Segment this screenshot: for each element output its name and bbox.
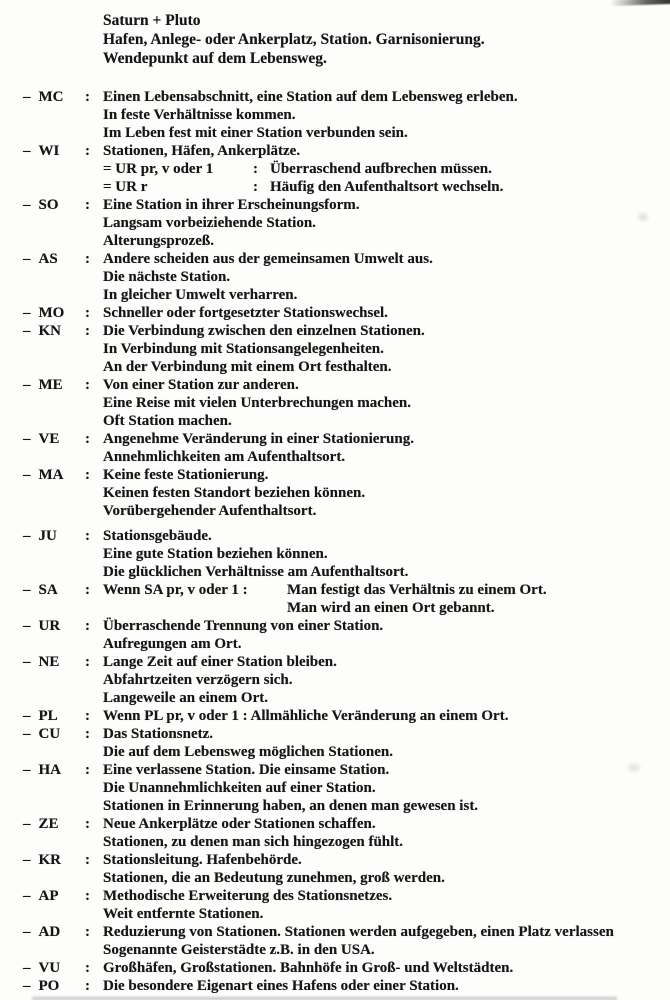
scan-speck <box>638 213 648 221</box>
header-keywords-line: Hafen, Anlege- oder Ankerplatz, Station. Garnisonierung. <box>103 31 485 48</box>
scan-speck <box>628 763 640 772</box>
condition-result-text: Häufig den Aufenthaltsort wechseln. <box>270 179 504 195</box>
entry-lines <box>103 466 670 520</box>
entry-line: Schneller oder fortgesetzter Stationswechsel. <box>103 305 388 321</box>
entry-line: Eine gute Station beziehen können. <box>103 546 328 562</box>
entry-line: Alterungsprozeß. <box>103 233 214 249</box>
entry-label: MA <box>38 467 64 483</box>
entry-lines <box>103 88 670 142</box>
entry-dash: – <box>23 431 31 447</box>
entry-line: An der Verbindung mit einem Ort festhalten. <box>103 359 392 375</box>
entry-line: Angenehme Veränderung in einer Stationierung. <box>103 431 414 447</box>
entry-line: Das Stationsnetz. <box>103 726 214 742</box>
entry-line: Annehmlichkeiten am Aufenthaltsort. <box>103 449 346 465</box>
entry-line: Stationen, Häfen, Ankerplätze. <box>103 143 301 159</box>
entry-key <box>23 959 85 977</box>
entry-colon: : <box>85 816 90 832</box>
entry-colon: : <box>85 924 90 940</box>
entry-key <box>23 761 85 779</box>
entry-line: Wenn PL pr, v oder 1 : Allmähliche Veränderung an einem Ort. <box>103 708 509 724</box>
entry-label: MO <box>38 305 65 321</box>
entry-line: Aufregungen am Ort. <box>103 636 242 652</box>
entry-colon: : <box>85 431 90 447</box>
entry-label: ME <box>38 377 63 393</box>
entry-lines <box>103 761 670 815</box>
entry-key <box>23 887 85 905</box>
scan-smudge-top-right <box>610 0 670 6</box>
entry-dash: – <box>23 143 31 159</box>
entry-label: PL <box>38 708 58 724</box>
entry-label: AS <box>38 251 58 267</box>
entry-cu <box>0 725 670 761</box>
entry-lines <box>103 322 670 376</box>
entry-line: Andere scheiden aus der gemeinsamen Umwelt aus. <box>103 251 433 267</box>
entry-line: Methodische Erweiterung des Stationsnetzes. <box>103 888 393 904</box>
entry-dash: – <box>23 708 31 724</box>
condition-result-text: Man festigt das Verhältnis zu einem Ort. <box>287 582 547 598</box>
entry-colon: : <box>85 960 90 976</box>
entry-lines <box>103 959 670 977</box>
entry-conditional-line <box>103 160 670 178</box>
entry-line: Die nächste Station. <box>103 269 231 285</box>
entry-lines <box>103 250 670 304</box>
entry-so <box>0 196 670 250</box>
entry-colon: : <box>85 143 90 159</box>
entry-line: Langsam vorbeiziehende Station. <box>103 215 316 231</box>
entry-colon: : <box>85 528 90 544</box>
entry-key <box>23 977 85 995</box>
entry-lines <box>103 304 670 322</box>
entry-dash: – <box>23 305 31 321</box>
entry-ve <box>0 430 670 466</box>
entry-conditional-line <box>103 599 670 617</box>
entry-line: Weit entfernte Stationen. <box>103 906 264 922</box>
entry-line: Abfahrtzeiten verzögern sich. <box>103 672 293 688</box>
entry-ur <box>0 617 670 653</box>
entry-lines <box>103 815 670 851</box>
entry-label: AD <box>38 924 61 940</box>
entry-colon: : <box>85 197 90 213</box>
entry-line: Die Verbindung zwischen den einzelnen Stationen. <box>103 323 425 339</box>
entry-colon: : <box>85 726 90 742</box>
entry-label: HA <box>38 762 61 778</box>
entry-dash: – <box>23 654 31 670</box>
entry-line: Stationen, die an Bedeutung zunehmen, groß werden. <box>103 870 445 886</box>
entry-label: SO <box>38 197 59 213</box>
entry-key <box>23 250 85 268</box>
entry-key <box>23 725 85 743</box>
entry-dash: – <box>23 816 31 832</box>
entry-lines <box>103 977 670 995</box>
entry-line: Keine feste Stationierung. <box>103 467 269 483</box>
entries <box>0 88 670 995</box>
entry-lines <box>103 851 670 887</box>
entry-line: Einen Lebensabschnitt, eine Station auf dem Lebensweg erleben. <box>103 89 518 105</box>
entry-ju <box>0 527 670 581</box>
entry-key <box>23 815 85 833</box>
entry-lines <box>103 527 670 581</box>
entry-ze <box>0 815 670 851</box>
entry-key <box>23 581 85 599</box>
page-title: Saturn + Pluto <box>103 12 201 29</box>
entry-wi <box>0 142 670 196</box>
entry-line: Eine Station in ihrer Erscheinungsform. <box>103 197 360 213</box>
entry-lines <box>103 887 670 923</box>
entry-line: Stationen, zu denen man sich hingezogen fühlt. <box>103 834 404 850</box>
entry-key <box>23 653 85 671</box>
entry-line: Sogenannte Geisterstädte z.B. in den USA. <box>103 942 375 958</box>
entry-key <box>23 88 85 106</box>
entry-colon: : <box>85 582 90 598</box>
entry-dash: – <box>23 528 31 544</box>
entry-key <box>23 617 85 635</box>
entry-colon: : <box>85 852 90 868</box>
entry-mc <box>0 88 670 142</box>
entry-key <box>23 707 85 725</box>
entry-line: Die besondere Eigenart eines Hafens oder einer Station. <box>103 978 459 994</box>
entry-lines <box>103 430 670 466</box>
entry-colon: : <box>85 888 90 904</box>
entry-line: Lange Zeit auf einer Station bleiben. <box>103 654 337 670</box>
entry-key <box>23 430 85 448</box>
entry-line: Großhäfen, Großstationen. Bahnhöfe in Groß- und Weltstädten. <box>103 960 514 976</box>
entry-label: KR <box>38 852 61 868</box>
entry-lines <box>103 653 670 707</box>
entry-line: Keinen festen Standort beziehen können. <box>103 485 366 501</box>
entry-key <box>23 923 85 941</box>
entry-colon: : <box>85 377 90 393</box>
entry-dash: – <box>23 762 31 778</box>
entry-line: Die auf dem Lebensweg möglichen Stationen. <box>103 744 393 760</box>
condition-text: = UR pr, v oder 1 <box>103 161 214 177</box>
entry-colon: : <box>85 762 90 778</box>
entry-conditional-line <box>103 581 670 599</box>
entry-dash: – <box>23 582 31 598</box>
entry-colon: : <box>85 654 90 670</box>
entry-kr <box>0 851 670 887</box>
entry-dash: – <box>23 89 31 105</box>
entry-dash: – <box>23 323 31 339</box>
entry-dash: – <box>23 726 31 742</box>
entry-label: KN <box>38 323 61 339</box>
entry-label: WI <box>38 143 60 159</box>
entry-key <box>23 527 85 545</box>
entry-line: Die Unannehmlichkeiten auf einer Station. <box>103 780 376 796</box>
entry-label: PO <box>38 978 60 994</box>
entry-line: Vorübergehender Aufenthaltsort. <box>103 503 317 519</box>
entry-label: ZE <box>38 816 59 832</box>
entry-key <box>23 851 85 869</box>
entry-ad <box>0 923 670 959</box>
entry-as <box>0 250 670 304</box>
entry-line: Stationsleitung. Hafenbehörde. <box>103 852 302 868</box>
entry-key <box>23 142 85 160</box>
entry-dash: – <box>23 467 31 483</box>
entry-mo <box>0 304 670 322</box>
entry-line: In Verbindung mit Stationsangelegenheiten. <box>103 341 384 357</box>
entry-me <box>0 376 670 430</box>
entry-dash: – <box>23 618 31 634</box>
condition-text <box>103 599 287 617</box>
entry-sa <box>0 581 670 617</box>
entry-label: UR <box>38 618 61 634</box>
condition-colon: : <box>253 161 258 177</box>
entry-label: VU <box>38 960 61 976</box>
entry-key <box>23 376 85 394</box>
entry-line: Oft Station machen. <box>103 413 232 429</box>
entry-line: In gleicher Umwelt verharren. <box>103 287 298 303</box>
entry-line: Neue Ankerplätze oder Stationen schaffen. <box>103 816 376 832</box>
entry-colon: : <box>85 305 90 321</box>
entry-label: NE <box>38 654 60 670</box>
entry-line: Eine verlassene Station. Die einsame Station. <box>103 762 390 778</box>
condition-text: Wenn SA pr, v oder 1 : <box>103 582 248 598</box>
entry-line: Stationsgebäude. <box>103 528 212 544</box>
entry-lines <box>103 617 670 653</box>
entry-colon: : <box>85 978 90 994</box>
entry-conditional-line <box>103 178 670 196</box>
entry-dash: – <box>23 197 31 213</box>
condition-text: = UR r <box>103 179 148 195</box>
condition-result-text: Man wird an einen Ort gebannt. <box>287 600 495 616</box>
entry-dash: – <box>23 924 31 940</box>
entry-key <box>23 466 85 484</box>
entry-line: Eine Reise mit vielen Unterbrechungen machen. <box>103 395 412 411</box>
entry-kn <box>0 322 670 376</box>
entry-pl <box>0 707 670 725</box>
entry-lines <box>103 707 670 725</box>
entry-dash: – <box>23 251 31 267</box>
entry-vu <box>0 959 670 977</box>
entry-lines <box>103 196 670 250</box>
entry-colon: : <box>85 708 90 724</box>
entry-label: VE <box>38 431 60 447</box>
entry-lines <box>103 142 670 196</box>
entry-key <box>23 196 85 214</box>
entry-lines <box>103 923 670 959</box>
entry-ap <box>0 887 670 923</box>
page-header <box>103 11 485 68</box>
entry-key <box>23 304 85 322</box>
entry-line: In feste Verhältnisse kommen. <box>103 107 296 123</box>
entry-line: Im Leben fest mit einer Station verbunden sein. <box>103 125 408 141</box>
entry-colon: : <box>85 618 90 634</box>
entry-ha <box>0 761 670 815</box>
entry-line: Langeweile an einem Ort. <box>103 690 268 706</box>
entry-colon: : <box>85 251 90 267</box>
header-keywords-line-2: Wendepunkt auf dem Lebensweg. <box>103 50 327 67</box>
entry-po <box>0 977 670 995</box>
entry-dash: – <box>23 960 31 976</box>
entry-colon: : <box>85 89 90 105</box>
entry-lines <box>103 725 670 761</box>
entry-colon: : <box>85 323 90 339</box>
entry-label: SA <box>38 582 58 598</box>
entry-lines <box>103 581 670 617</box>
entry-label: JU <box>38 528 57 544</box>
entry-line: Von einer Station zur anderen. <box>103 377 299 393</box>
condition-result-text: Überraschend aufbrechen müssen. <box>270 161 492 177</box>
entry-line: Die glücklichen Verhältnisse am Aufenthaltsort. <box>103 564 409 580</box>
condition-colon: : <box>253 179 258 195</box>
entry-dash: – <box>23 852 31 868</box>
entry-line: Stationen in Erinnerung haben, an denen man gewesen ist. <box>103 798 479 814</box>
entry-lines <box>103 376 670 430</box>
entry-ne <box>0 653 670 707</box>
entry-label: CU <box>38 726 61 742</box>
entry-dash: – <box>23 978 31 994</box>
entry-label: MC <box>38 89 64 105</box>
entry-line: Überraschende Trennung von einer Station. <box>103 618 384 634</box>
entry-colon: : <box>85 467 90 483</box>
entry-ma <box>0 466 670 520</box>
entry-dash: – <box>23 888 31 904</box>
entry-label: AP <box>38 888 59 904</box>
entry-key <box>23 322 85 340</box>
entry-dash: – <box>23 377 31 393</box>
entry-line: Reduzierung von Stationen. Stationen werden aufgegeben, einen Platz verlassen <box>103 924 614 940</box>
